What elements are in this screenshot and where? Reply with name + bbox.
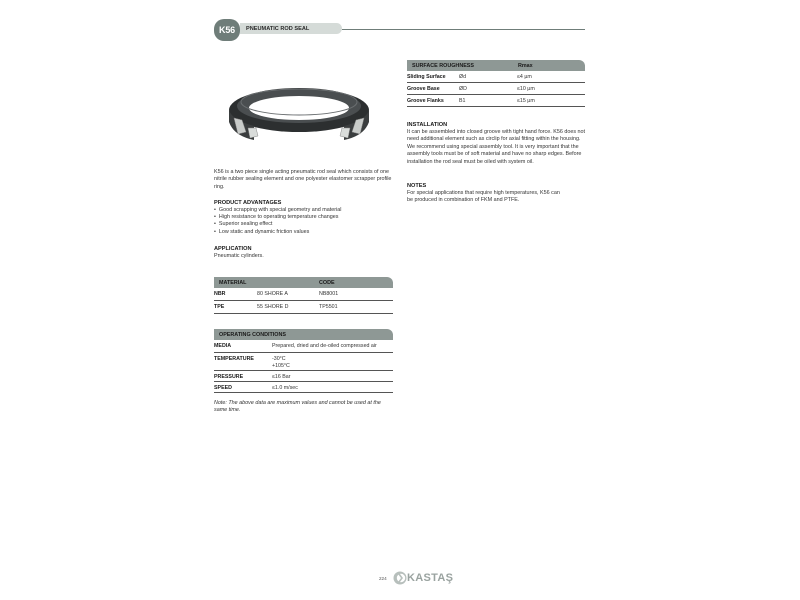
product-description: K56 is a two piece single acting pneumatic rod seal which consists of one nitrile rubber sealing element and one polyester elastomer scrapper profile ring. [214, 169, 392, 190]
installation-text: It can be assembled into closed groove with tight hand force. K56 does not need additional element such as circlip for axial fitting within the housing. We recommend using special assembly tool. It is very important that the assembly tools must be of soft material and have no sharp edges. Before installation the rod seal must be oiled with system oil. [407, 129, 586, 165]
seal-illustration [214, 72, 384, 152]
row-label: MEDIA [214, 343, 232, 349]
row-label: Groove Flanks [407, 98, 444, 104]
row-label: NBR [214, 291, 226, 297]
list-item: • Good scrapping with special geometry and material [214, 207, 394, 214]
notes-text: For special applications that require high temperatures, K56 can be produced in combination of FKM and PTFE. [407, 190, 560, 204]
row-value: ≤16 Bar [272, 374, 291, 380]
list-item: • High resistance to operating temperature changes [214, 214, 394, 221]
application-heading: APPLICATION [214, 246, 252, 252]
row-symbol: B1 [459, 98, 466, 104]
product-code-badge: K56 [214, 19, 240, 41]
table-row [407, 83, 585, 95]
list-item: • Superior sealing effect [214, 221, 394, 228]
column-header: MATERIAL [219, 279, 247, 286]
row-value: ≤4 µm [517, 74, 532, 80]
row-label: SPEED [214, 385, 232, 391]
footnote: Note: The above data are maximum values and cannot be used at the same time. [214, 400, 381, 414]
advantages-list [214, 207, 394, 236]
row-symbol: Ød [459, 74, 467, 80]
table-header [407, 60, 585, 71]
operating-conditions-table [214, 329, 393, 393]
row-value: ≤1.0 m/sec [272, 385, 298, 391]
notes-heading: NOTES [407, 183, 427, 189]
surface-roughness-table [407, 60, 585, 107]
row-label: TPE [214, 304, 225, 310]
material-table [214, 277, 393, 314]
table-header [214, 277, 393, 288]
installation-heading: INSTALLATION [407, 122, 448, 128]
row-value: 55 SHORE D [257, 304, 289, 310]
table-row [214, 301, 393, 314]
column-header: CODE [319, 279, 335, 286]
row-value: 80 SHORE A [257, 291, 288, 297]
table-row [214, 382, 393, 393]
page-number: 224 [379, 576, 387, 581]
application-text: Pneumatic cylinders. [214, 253, 264, 259]
row-value: +105°C [272, 362, 290, 369]
table-row [214, 288, 393, 301]
advantages-heading: PRODUCT ADVANTAGES [214, 200, 282, 206]
table-row [214, 353, 393, 371]
table-row [407, 95, 585, 107]
table-row [214, 340, 393, 353]
row-code: TP5501 [319, 304, 338, 310]
row-label: Groove Base [407, 86, 440, 92]
row-label: Sliding Surface [407, 74, 446, 80]
row-code: NB8001 [319, 291, 339, 297]
row-value: ≤15 µm [517, 98, 535, 104]
row-value: ≤10 µm [517, 86, 535, 92]
table-row [214, 371, 393, 382]
row-value: Prepared, dried and de-oiled compressed air [272, 343, 377, 349]
column-header: Rmax [518, 62, 533, 69]
row-value: -30°C [272, 356, 286, 362]
table-header: OPERATING CONDITIONS [214, 329, 393, 340]
brand-logo-text: KASTAŞ [407, 572, 454, 584]
title-divider [342, 29, 585, 30]
row-label: PRESSURE [214, 374, 244, 380]
page-title: PNEUMATIC ROD SEAL [240, 23, 342, 34]
table-row [407, 71, 585, 83]
column-header: SURFACE ROUGHNESS [412, 62, 474, 69]
list-item: • Low static and dynamic friction values [214, 229, 394, 236]
row-label: TEMPERATURE [214, 356, 254, 362]
kastas-logo-icon [393, 571, 407, 585]
row-symbol: ØD [459, 86, 467, 92]
